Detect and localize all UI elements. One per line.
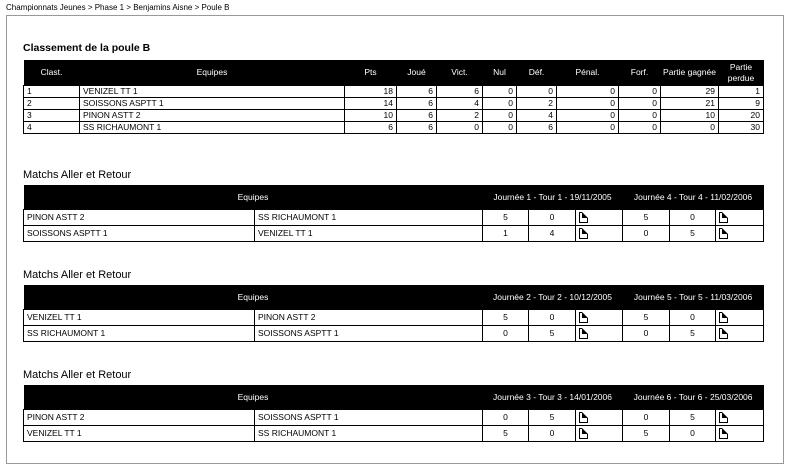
score-away: 5 — [670, 226, 716, 242]
rank-cell: 1 — [24, 86, 80, 98]
home-team-link[interactable]: VENIZEL TT 1 — [24, 426, 255, 442]
pts-cell: 6 — [345, 122, 397, 134]
penal-cell: 0 — [557, 122, 619, 134]
nul-cell: 0 — [483, 98, 517, 110]
partie-perdue-cell: 20 — [719, 110, 764, 122]
table-row — [24, 226, 764, 242]
table-row — [24, 326, 764, 342]
home-team-link[interactable]: PINON ASTT 2 — [24, 410, 255, 426]
forf-cell: 0 — [619, 110, 661, 122]
col-header-equipes: Equipes — [24, 285, 483, 310]
col-header-journee-retour: Journée 6 - Tour 6 - 25/03/2006 — [623, 385, 764, 410]
standings-title: Classement de la poule B — [23, 42, 151, 54]
matches-table — [23, 285, 764, 342]
score-away: 0 — [670, 426, 716, 442]
col-header-partie-perdue: Partie perdue — [719, 60, 764, 86]
col-header-journee-aller: Journée 2 - Tour 2 - 10/12/2005 — [483, 285, 623, 310]
score-away: 0 — [529, 426, 576, 442]
document-icon[interactable] — [579, 328, 588, 339]
score-home: 1 — [483, 226, 529, 242]
pts-cell: 18 — [345, 86, 397, 98]
vict-cell: 6 — [437, 86, 483, 98]
pts-cell: 14 — [345, 98, 397, 110]
col-header-partie-gagnee: Partie gagnée — [661, 60, 719, 86]
document-icon[interactable] — [719, 428, 728, 439]
col-header-nul: Nul — [483, 60, 517, 86]
matches-table — [23, 385, 764, 442]
def-cell: 4 — [517, 110, 557, 122]
document-icon[interactable] — [579, 412, 588, 423]
col-header-journee-aller: Journée 1 - Tour 1 - 19/11/2005 — [483, 185, 623, 210]
away-team-link[interactable]: SOISSONS ASPTT 1 — [255, 410, 483, 426]
partie-perdue-cell: 1 — [719, 86, 764, 98]
match-sheet-link[interactable] — [576, 426, 623, 442]
document-icon[interactable] — [579, 212, 588, 223]
forf-cell: 0 — [619, 86, 661, 98]
table-row — [24, 410, 764, 426]
table-row — [24, 310, 764, 326]
score-home: 0 — [483, 410, 529, 426]
team-link[interactable]: SOISSONS ASPTT 1 — [80, 98, 345, 110]
away-team-link[interactable]: SS RICHAUMONT 1 — [255, 210, 483, 226]
match-sheet-link[interactable] — [716, 326, 764, 342]
matches-title: Matchs Aller et Retour — [23, 169, 132, 181]
pts-cell: 10 — [345, 110, 397, 122]
away-team-link[interactable]: SOISSONS ASPTT 1 — [255, 326, 483, 342]
score-home: 5 — [623, 210, 670, 226]
col-header-equipes: Equipes — [80, 60, 345, 86]
col-header-equipes: Equipes — [24, 185, 483, 210]
joue-cell: 6 — [397, 122, 437, 134]
table-row — [24, 210, 764, 226]
col-header-journee-retour: Journée 5 - Tour 5 - 11/03/2006 — [623, 285, 764, 310]
document-icon[interactable] — [579, 228, 588, 239]
penal-cell: 0 — [557, 110, 619, 122]
home-team-link[interactable]: PINON ASTT 2 — [24, 210, 255, 226]
match-sheet-link[interactable] — [576, 326, 623, 342]
col-header-journee-retour: Journée 4 - Tour 4 - 11/02/2006 — [623, 185, 764, 210]
document-icon[interactable] — [579, 312, 588, 323]
def-cell: 0 — [517, 86, 557, 98]
matches-table — [23, 185, 764, 242]
home-team-link[interactable]: SS RICHAUMONT 1 — [24, 326, 255, 342]
score-home: 0 — [623, 326, 670, 342]
score-away: 0 — [670, 210, 716, 226]
standings-table — [23, 60, 764, 134]
score-home: 5 — [483, 210, 529, 226]
match-sheet-link[interactable] — [576, 310, 623, 326]
score-away: 4 — [529, 226, 576, 242]
document-icon[interactable] — [719, 328, 728, 339]
score-away: 5 — [529, 410, 576, 426]
score-away: 0 — [529, 310, 576, 326]
match-sheet-link[interactable] — [716, 426, 764, 442]
nul-cell: 0 — [483, 86, 517, 98]
score-home: 5 — [623, 310, 670, 326]
forf-cell: 0 — [619, 98, 661, 110]
partie-gagnee-cell: 21 — [661, 98, 719, 110]
def-cell: 2 — [517, 98, 557, 110]
table-row — [24, 426, 764, 442]
rank-cell: 2 — [24, 98, 80, 110]
col-header-forf: Forf. — [619, 60, 661, 86]
document-icon[interactable] — [719, 412, 728, 423]
def-cell: 6 — [517, 122, 557, 134]
table-row — [24, 122, 764, 134]
document-icon[interactable] — [579, 428, 588, 439]
team-link[interactable]: SS RICHAUMONT 1 — [80, 122, 345, 134]
joue-cell: 6 — [397, 98, 437, 110]
vict-cell: 2 — [437, 110, 483, 122]
col-header-def: Déf. — [517, 60, 557, 86]
breadcrumb[interactable]: Championnats Jeunes > Phase 1 > Benjamins Aisne > Poule B — [6, 3, 230, 12]
joue-cell: 6 — [397, 110, 437, 122]
partie-perdue-cell: 9 — [719, 98, 764, 110]
score-away: 5 — [670, 410, 716, 426]
partie-gagnee-cell: 10 — [661, 110, 719, 122]
away-team-link[interactable]: VENIZEL TT 1 — [255, 226, 483, 242]
score-home: 5 — [623, 426, 670, 442]
nul-cell: 0 — [483, 122, 517, 134]
col-header-pts: Pts — [345, 60, 397, 86]
score-home: 5 — [483, 426, 529, 442]
document-icon[interactable] — [719, 212, 728, 223]
match-sheet-link[interactable] — [576, 410, 623, 426]
col-header-penal: Pénal. — [557, 60, 619, 86]
table-row — [24, 98, 764, 110]
document-icon[interactable] — [719, 312, 728, 323]
partie-gagnee-cell: 0 — [661, 122, 719, 134]
home-team-link[interactable]: VENIZEL TT 1 — [24, 310, 255, 326]
joue-cell: 6 — [397, 86, 437, 98]
col-header-equipes: Equipes — [24, 385, 483, 410]
score-home: 0 — [623, 226, 670, 242]
document-icon[interactable] — [719, 228, 728, 239]
team-link[interactable]: VENIZEL TT 1 — [80, 86, 345, 98]
col-header-joue: Joué — [397, 60, 437, 86]
rank-cell: 3 — [24, 110, 80, 122]
away-team-link[interactable]: SS RICHAUMONT 1 — [255, 426, 483, 442]
partie-perdue-cell: 30 — [719, 122, 764, 134]
score-away: 0 — [529, 210, 576, 226]
col-header-vict: Vict. — [437, 60, 483, 86]
vict-cell: 0 — [437, 122, 483, 134]
rank-cell: 4 — [24, 122, 80, 134]
score-home: 0 — [623, 410, 670, 426]
col-header-clast: Clast. — [24, 60, 80, 86]
nul-cell: 0 — [483, 110, 517, 122]
partie-gagnee-cell: 29 — [661, 86, 719, 98]
forf-cell: 0 — [619, 122, 661, 134]
match-sheet-link[interactable] — [716, 226, 764, 242]
score-away: 5 — [670, 326, 716, 342]
match-sheet-link[interactable] — [716, 210, 764, 226]
match-sheet-link[interactable] — [576, 210, 623, 226]
score-away: 5 — [529, 326, 576, 342]
away-team-link[interactable]: PINON ASTT 2 — [255, 310, 483, 326]
team-link[interactable]: PINON ASTT 2 — [80, 110, 345, 122]
match-sheet-link[interactable] — [716, 410, 764, 426]
match-sheet-link[interactable] — [576, 226, 623, 242]
penal-cell: 0 — [557, 98, 619, 110]
table-row — [24, 86, 764, 98]
score-away: 0 — [670, 310, 716, 326]
vict-cell: 4 — [437, 98, 483, 110]
table-row — [24, 110, 764, 122]
penal-cell: 0 — [557, 86, 619, 98]
matches-title: Matchs Aller et Retour — [23, 269, 132, 281]
col-header-journee-aller: Journée 3 - Tour 3 - 14/01/2006 — [483, 385, 623, 410]
home-team-link[interactable]: SOISSONS ASPTT 1 — [24, 226, 255, 242]
match-sheet-link[interactable] — [716, 310, 764, 326]
matches-title: Matchs Aller et Retour — [23, 369, 132, 381]
score-home: 5 — [483, 310, 529, 326]
score-home: 0 — [483, 326, 529, 342]
